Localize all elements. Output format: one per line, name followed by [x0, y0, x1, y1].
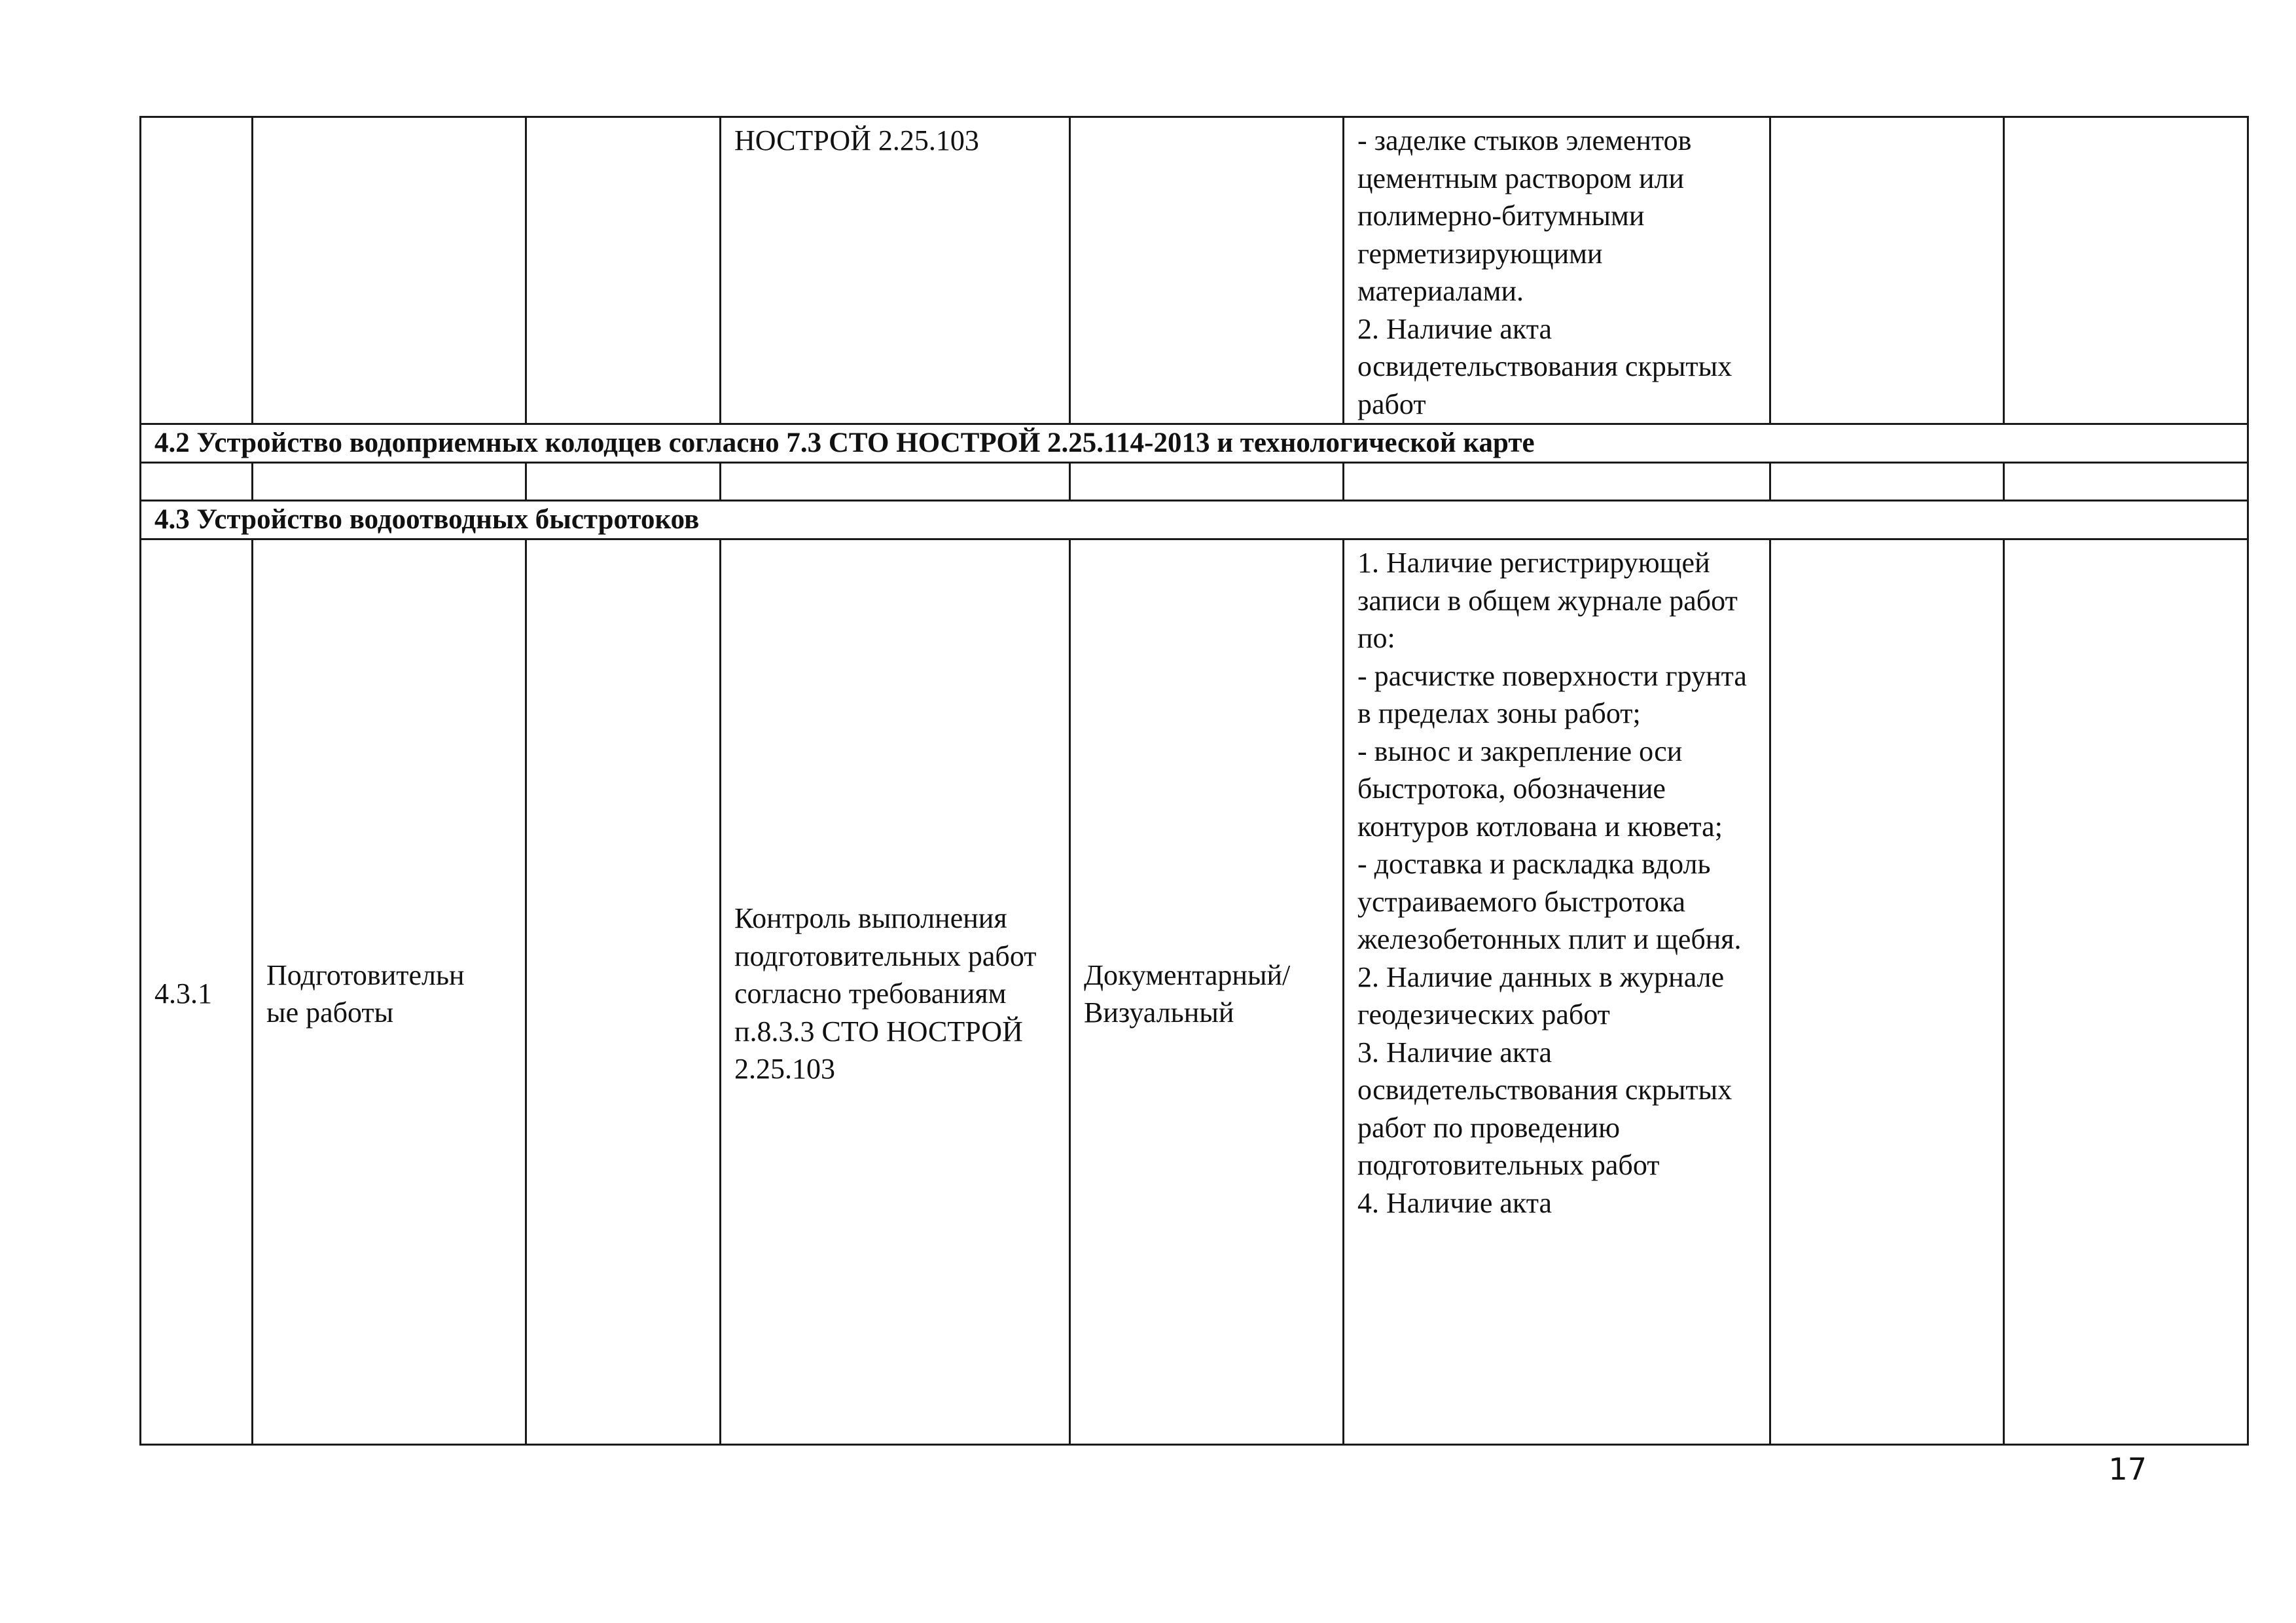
section-heading-4-2: 4.2 Устройство водоприемных колодцев согласно 7.3 СТО НОСТРОЙ 2.25.114-2013 и технологической карте	[141, 424, 2248, 463]
cell-requirement: НОСТРОЙ 2.25.103	[721, 117, 1070, 424]
empty-cell	[141, 463, 253, 501]
empty-cell	[1070, 463, 1344, 501]
cell-criteria: 1. Наличие регистрирующей записи в общем журнале работ по: - расчистке поверхности грунта в пределах зоны работ; - вынос и закрепление оси быстротока, обозначение контуров котлована и кювета; - доставка и раскладка вдоль устраиваемого быстротока железобетонных плит и щебня. 2. Наличие данных в журнале геодезических работ 3. Наличие акта освидетельствования скрытых работ по проведению подготовительных работ 4. Наличие акта	[1344, 539, 1770, 1445]
cell-col7	[1770, 539, 2004, 1445]
cell-requirement: Контроль выполнения подготовительных работ согласно требованиям п.8.3.3 СТО НОСТРОЙ 2.25.103	[721, 539, 1070, 1445]
cell-work-name: Подготовительн ые работы	[253, 539, 526, 1445]
table-row-4-3-1	[141, 539, 2248, 1445]
table-row-continuation	[141, 117, 2248, 424]
cell-number	[141, 117, 253, 424]
empty-cell	[2004, 463, 2248, 501]
cell-col8	[2004, 117, 2248, 424]
inspection-table	[139, 116, 2249, 1446]
cell-col3	[526, 117, 721, 424]
table-row-empty	[141, 463, 2248, 501]
empty-cell	[253, 463, 526, 501]
cell-col7	[1770, 117, 2004, 424]
cell-method: Документарный/ Визуальный	[1070, 539, 1344, 1445]
cell-work-name	[253, 117, 526, 424]
cell-method	[1070, 117, 1344, 424]
section-heading-4-3: 4.3 Устройство водоотводных быстротоков	[141, 501, 2248, 539]
cell-number: 4.3.1	[141, 539, 253, 1445]
cell-col8	[2004, 539, 2248, 1445]
page-number: 17	[2108, 1451, 2147, 1487]
section-row-4-2	[141, 424, 2248, 463]
empty-cell	[526, 463, 721, 501]
section-row-4-3	[141, 501, 2248, 539]
empty-cell	[1770, 463, 2004, 501]
cell-col3	[526, 539, 721, 1445]
empty-cell	[721, 463, 1070, 501]
cell-criteria: - заделке стыков элементов цементным раствором или полимерно-битумными герметизирующими материалами. 2. Наличие акта освидетельствования скрытых работ	[1344, 117, 1770, 424]
empty-cell	[1344, 463, 1770, 501]
